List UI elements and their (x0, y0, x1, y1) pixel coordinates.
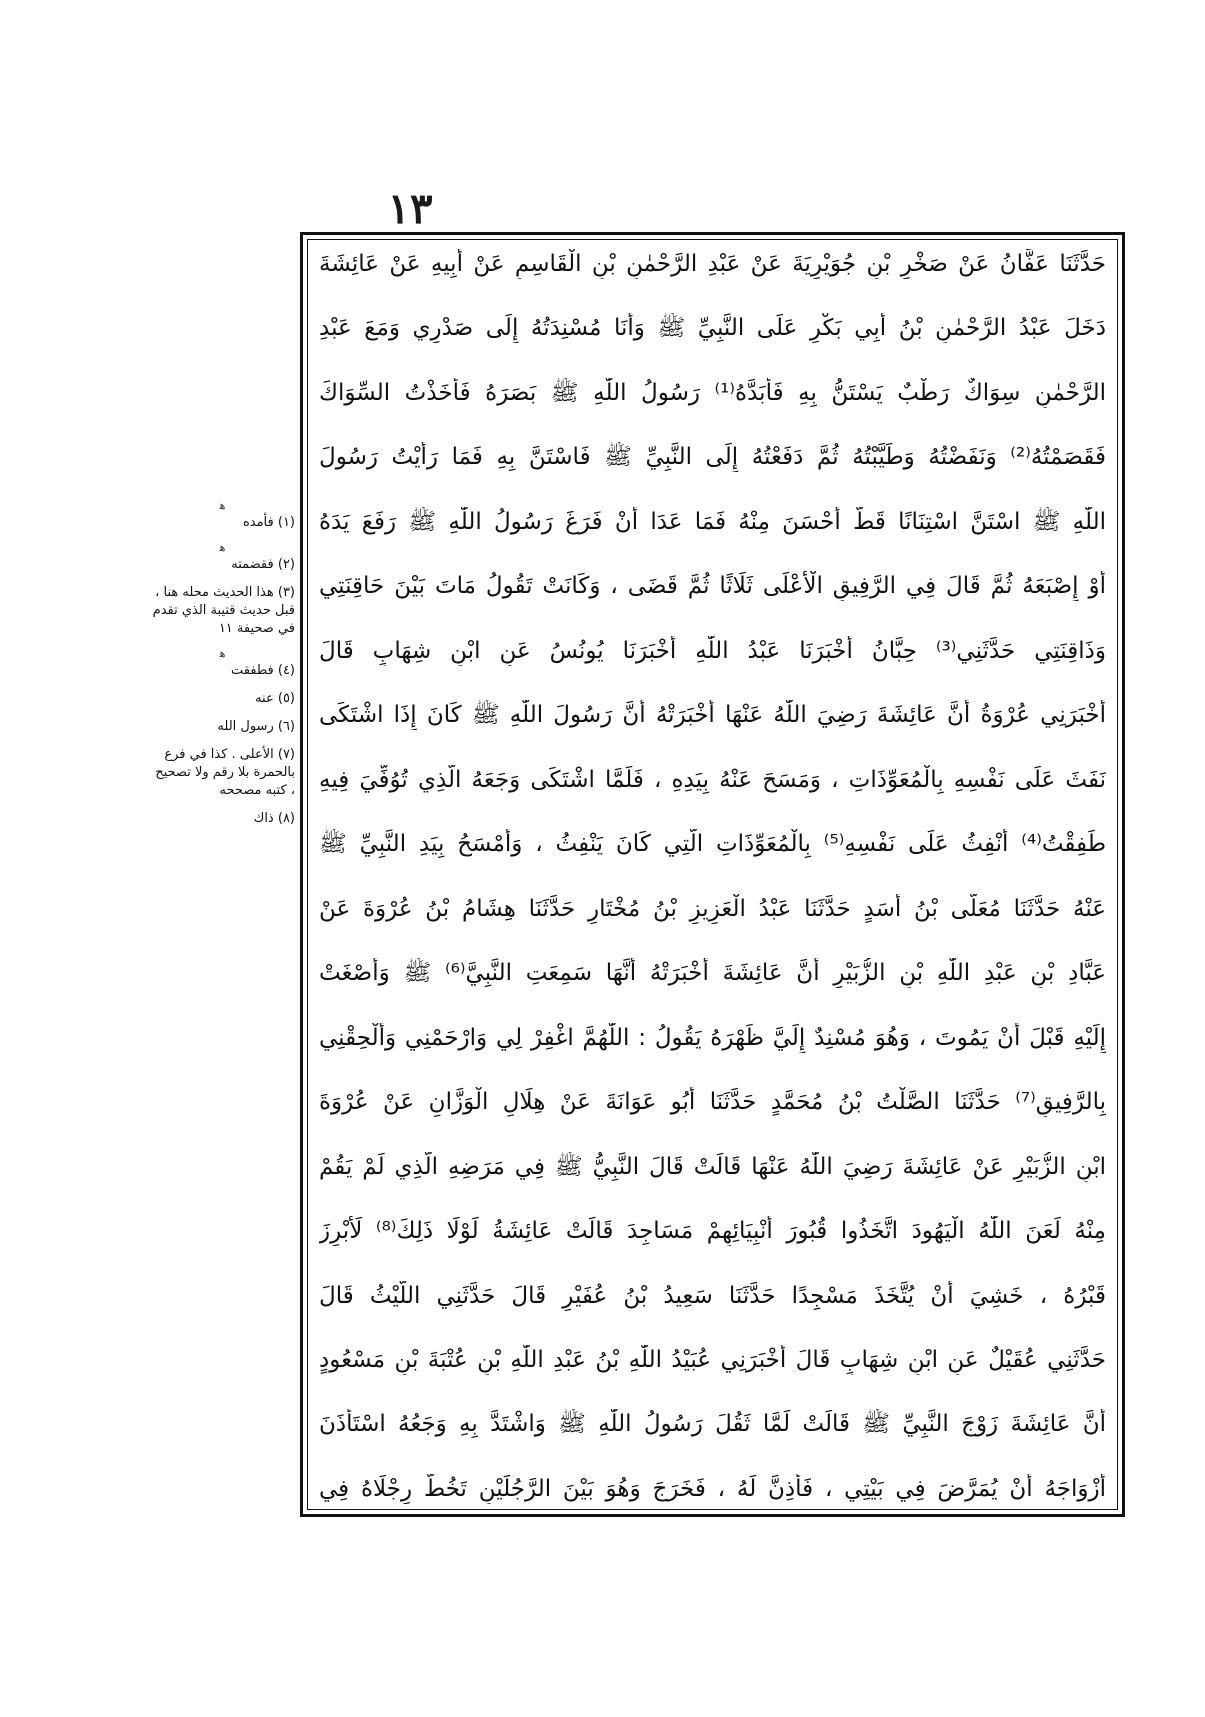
text-line: عَبَّادِ بْنِ عَبْدِ اللّٰهِ بْنِ الزُّبَيْرِ أَنَّ عَائِشَةَ أَخْبَرَتْهُ أَنَّهَا سَمِعَتِ النَّبِيَّ⁽⁶⁾ ﷺ وَأَصْغَتْ (319, 960, 1106, 987)
footnote-2-text: (٢) فقضمته (231, 557, 295, 572)
text-line: حَدَّثَنَا عَفَّانُ عَنْ صَخْرِ بْنِ جُوَيْرِيَةَ عَنْ عَبْدِ الرَّحْمٰنِ بْنِ الْقَاسِمِ عَنْ أَبِيهِ عَنْ عَائِشَةَ (319, 251, 1106, 277)
text-line: أَخْبَرَنِي عُرْوَةُ أَنَّ عَائِشَةَ رَضِيَ اللّٰهُ عَنْهَا أَخْبَرَتْهُ أَنَّ رَسُولَ اللّٰهِ ﷺ كَانَ إِذَا اشْتَكَى (319, 702, 1106, 729)
text-line: نَفَثَ عَلَى نَفْسِهِ بِالْمُعَوِّذَاتِ ، وَمَسَحَ عَنْهُ بِيَدِهِ ، فَلَمَّا اشْتَكَى وَجَعَهُ الَّذِي تُوُفِّيَ فِيهِ (319, 766, 1106, 793)
footnote-7 (150, 746, 295, 800)
footnote-4 (150, 648, 295, 680)
footnote-4-mark: ﻫ (219, 647, 226, 660)
page-number: ١٣ (387, 184, 433, 233)
text-line: الرَّحْمٰنِ سِوَاكٌ رَطْبٌ يَسْتَنُّ بِهِ فَأَبَدَّهُ⁽¹⁾ رَسُولُ اللّٰهِ ﷺ بَصَرَهُ فَأَخَذْتُ السِّوَاكَ (319, 379, 1106, 406)
footnote-2 (150, 542, 295, 574)
text-line: أَوْ إِصْبَعَهُ ثُمَّ قَالَ فِي الرَّفِيقِ الْأَعْلَى ثَلَاثًا ثُمَّ قَضَى ، وَكَانَتْ تَقُولُ مَاتَ بَيْنَ حَاقِنَتِي (319, 573, 1106, 600)
text-line: مِنْهُ لَعَنَ اللّٰهُ الْيَهُودَ اتَّخَذُوا قُبُورَ أَنْبِيَائِهِمْ مَسَاجِدَ قَالَتْ عَائِشَةُ لَوْلَا ذَلِكَ⁽⁸⁾ لَأُبْرِزَ (319, 1218, 1106, 1245)
footnote-7-text: (٧) الأعلى . كذا في فرع بالحمرة بلا رقم ولا تصحيح ، كتبه مصححه (155, 747, 295, 798)
footnote-1-text: (١) فأمده (242, 515, 295, 530)
text-line: إِلَيْهِ قَبْلَ أَنْ يَمُوتَ ، وَهُوَ مُسْنِدٌ إِلَيَّ ظَهْرَهُ يَقُولُ : اللّٰهُمَّ اغْفِرْ لِي وَارْحَمْنِي وَأَلْحِقْنِي (319, 1024, 1106, 1051)
text-line: وَذَاقِنَتِي حَدَّثَنِي⁽³⁾ حِبَّانُ أَخْبَرَنَا عَبْدُ اللّٰهِ أَخْبَرَنَا يُونُسُ عَنِ ابْنِ شِهَابٍ قَالَ (319, 637, 1106, 664)
main-text-block (319, 249, 1106, 1504)
text-line: بِالرَّفِيقِ⁽⁷⁾ حَدَّثَنَا الصَّلْتُ بْنُ مُحَمَّدٍ حَدَّثَنَا أَبُو عَوَانَةَ عَنْ هِلَالٍ الْوَزَّانِ عَنْ عُرْوَةَ (319, 1089, 1106, 1116)
text-line: ابْنِ الزُّبَيْرِ عَنْ عَائِشَةَ رَضِيَ اللّٰهُ عَنْهَا قَالَتْ قَالَ النَّبِيُّ ﷺ فِي مَرَضِهِ الَّذِي لَمْ يَقُمْ (319, 1153, 1106, 1180)
footnote-3-text: (٣) هذا الحديث محله هنا ، قبل حديث قتيبة الذي تقدم في صحيفة ١١ (152, 585, 295, 636)
footnote-3 (150, 584, 295, 638)
text-line: حَدَّثَنِي عُقَيْلٌ عَنِ ابْنِ شِهَابٍ قَالَ أَخْبَرَنِي عُبَيْدُ اللّٰهِ بْنُ عَبْدِ اللّٰهِ بْنِ عُتْبَةَ بْنِ مَسْعُودٍ (319, 1346, 1106, 1373)
text-line: دَخَلَ عَبْدُ الرَّحْمٰنِ بْنُ أَبِي بَكْرٍ عَلَى النَّبِيِّ ﷺ وَأَنَا مُسْنِدَتُهُ إِلَى صَدْرِي وَمَعَ عَبْدِ (319, 315, 1106, 342)
footnote-1 (150, 500, 295, 532)
footnote-4-text: (٤) فطفقت (230, 663, 295, 678)
main-text-frame (300, 232, 1125, 1517)
footnote-1-mark: ﻫ (219, 499, 226, 512)
footnote-8 (150, 810, 295, 828)
footnote-5 (150, 690, 295, 708)
footnote-8-text: (٨) ذاك (253, 811, 295, 826)
text-line: أَنَّ عَائِشَةَ زَوْجَ النَّبِيِّ ﷺ قَالَتْ لَمَّا ثَقُلَ رَسُولُ اللّٰهِ ﷺ وَاشْتَدَّ بِهِ وَجَعُهُ اسْتَأْذَنَ (319, 1411, 1106, 1438)
text-line: فَقَصَمْتُهُ⁽²⁾ وَنَفَضْتُهُ وَطَيَّبْتُهُ ثُمَّ دَفَعْتُهُ إِلَى النَّبِيِّ ﷺ فَاسْتَنَّ بِهِ فَمَا رَأَيْتُ رَسُولَ (319, 444, 1106, 471)
text-line: عَنْهُ حَدَّثَنَا مُعَلَّى بْنُ أَسَدٍ حَدَّثَنَا عَبْدُ الْعَزِيزِ بْنُ مُخْتَارٍ حَدَّثَنَا هِشَامُ بْنُ عُرْوَةَ عَنْ (319, 895, 1106, 922)
text-line: قَبْرُهُ ، خَشِيَ أَنْ يُتَّخَذَ مَسْجِدًا حَدَّثَنَا سَعِيدُ بْنُ عُفَيْرٍ قَالَ حَدَّثَنِي اللَّيْثُ قَالَ (319, 1282, 1106, 1309)
text-line: اللّٰهِ ﷺ اسْتَنَّ اسْتِنَانًا قَطُّ أَحْسَنَ مِنْهُ فَمَا عَدَا أَنْ فَرَغَ رَسُولُ اللّٰهِ ﷺ رَفَعَ يَدَهُ (319, 508, 1106, 535)
footnote-2-mark: ﻫ (219, 541, 226, 554)
text-line: أَزْوَاجَهُ أَنْ يُمَرَّضَ فِي بَيْتِي ، فَأَذِنَّ لَهُ ، فَخَرَجَ وَهُوَ بَيْنَ الرَّجُلَيْنِ تَخُطُّ رِجْلَاهُ فِي (319, 1475, 1106, 1502)
footnote-6-text: (٦) رسول الله (217, 719, 295, 734)
text-line: طَفِقْتُ⁽⁴⁾ أَنْفِثُ عَلَى نَفْسِهِ⁽⁵⁾ بِالْمُعَوِّذَاتِ الَّتِي كَانَ يَنْفِثُ ، وَأَمْسَحُ بِيَدِ النَّبِيِّ ﷺ (319, 831, 1106, 858)
footnote-6 (150, 718, 295, 736)
footnotes-margin (150, 500, 295, 838)
footnote-5-text: (٥) عنه (255, 691, 295, 706)
